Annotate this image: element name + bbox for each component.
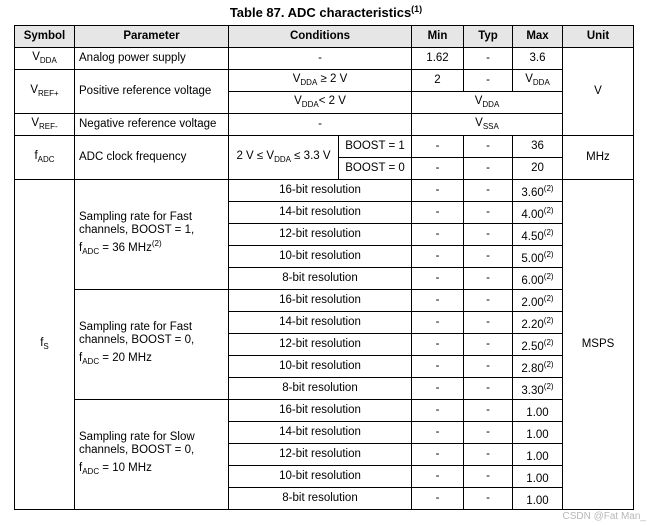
max-cell: 1.00 (513, 400, 563, 422)
conditions-cell: 14-bit resolution (229, 202, 412, 224)
table-row-vdda (15, 48, 634, 70)
parameter-cell: Sampling rate for Slow channels, BOOST = 0, $f_{ADC} = 10$ MHz (75, 400, 229, 510)
max-cell: $V_{DDA}$ (513, 70, 563, 92)
symbol-cell: $V_{REF+}$ (15, 70, 75, 114)
typ-cell: - (464, 378, 513, 400)
conditions-cell: 14-bit resolution (229, 312, 412, 334)
header-parameter: Parameter (75, 26, 229, 48)
conditions-cell: $V_{DDA} \ge 2$ V (229, 70, 412, 92)
table-row-vrefp-1 (15, 70, 634, 92)
max-cell: 2.20$^{(2)}$ (513, 312, 563, 334)
parameter-cell: Sampling rate for Fast channels, BOOST = 0, $f_{ADC} = 20$ MHz (75, 290, 229, 400)
conditions-cell: 10-bit resolution (229, 246, 412, 268)
table-title-text: Table 87. ADC characteristics (229, 5, 412, 20)
min-cell: - (412, 246, 464, 268)
max-cell: 1.00 (513, 488, 563, 510)
typ-cell: - (464, 70, 513, 92)
typ-cell: - (464, 246, 513, 268)
typ-cell: - (464, 444, 513, 466)
min-cell: - (412, 356, 464, 378)
symbol-cell: $V_{DDA}$ (15, 48, 75, 70)
min-cell: - (412, 334, 464, 356)
value-cell: $V_{SSA}$ (412, 114, 563, 136)
max-cell: 1.00 (513, 444, 563, 466)
parameter-cell: Negative reference voltage (75, 114, 229, 136)
max-cell: 3.30$^{(2)}$ (513, 378, 563, 400)
symbol-cell: $f_S$ (15, 180, 75, 510)
typ-cell: - (464, 356, 513, 378)
header-typ: Typ (464, 26, 513, 48)
unit-cell-v: V (563, 48, 634, 136)
conditions-cell: 10-bit resolution (229, 466, 412, 488)
max-cell: 2.00$^{(2)}$ (513, 290, 563, 312)
max-cell: 2.80$^{(2)}$ (513, 356, 563, 378)
max-cell: 5.00$^{(2)}$ (513, 246, 563, 268)
max-cell: 3.6 (513, 48, 563, 70)
min-cell: - (412, 444, 464, 466)
min-cell: - (412, 136, 464, 158)
min-cell: - (412, 224, 464, 246)
table-row (15, 180, 634, 202)
typ-cell: - (464, 268, 513, 290)
header-min: Min (412, 26, 464, 48)
min-cell: - (412, 312, 464, 334)
table-title-note: (1) (411, 4, 423, 14)
conditions-cell: 8-bit resolution (229, 378, 412, 400)
min-cell: - (412, 466, 464, 488)
conditions-cell: - (229, 48, 412, 70)
conditions-cell: 8-bit resolution (229, 488, 412, 510)
conditions-cell: 12-bit resolution (229, 334, 412, 356)
conditions-cell: - (229, 114, 412, 136)
min-cell: 1.62 (412, 48, 464, 70)
header-symbol: Symbol (15, 26, 75, 48)
conditions-cell: 14-bit resolution (229, 422, 412, 444)
conditions-cell: 8-bit resolution (229, 268, 412, 290)
max-cell: 1.00 (513, 422, 563, 444)
boost-cell: BOOST = 0 (339, 158, 412, 180)
min-cell: 2 (412, 70, 464, 92)
parameter-cell: Positive reference voltage (75, 70, 229, 114)
symbol-cell: $V_{REF-}$ (15, 114, 75, 136)
min-cell: - (412, 290, 464, 312)
parameter-cell: Analog power supply (75, 48, 229, 70)
max-cell: 36 (513, 136, 563, 158)
max-cell: 4.50$^{(2)}$ (513, 224, 563, 246)
typ-cell: - (464, 158, 513, 180)
table-row-vrefm (15, 114, 634, 136)
typ-cell: - (464, 224, 513, 246)
max-cell: 2.50$^{(2)}$ (513, 334, 563, 356)
typ-cell: - (464, 290, 513, 312)
max-cell: 20 (513, 158, 563, 180)
typ-cell: - (464, 466, 513, 488)
parameter-cell: ADC clock frequency (75, 136, 229, 180)
conditions-cell: $V_{DDA}< 2$ V (229, 92, 412, 114)
conditions-cell: 16-bit resolution (229, 290, 412, 312)
typ-cell: - (464, 202, 513, 224)
typ-cell: - (464, 136, 513, 158)
typ-cell: - (464, 334, 513, 356)
typ-cell: - (464, 422, 513, 444)
min-cell: - (412, 180, 464, 202)
typ-cell: - (464, 400, 513, 422)
sampling-rate-rows (15, 180, 634, 510)
min-cell: - (412, 268, 464, 290)
typ-cell: - (464, 488, 513, 510)
conditions-cell: 16-bit resolution (229, 180, 412, 202)
header-max: Max (513, 26, 563, 48)
header-unit: Unit (563, 26, 634, 48)
conditions-cell: 10-bit resolution (229, 356, 412, 378)
typ-cell: - (464, 48, 513, 70)
unit-cell-msps: MSPS (563, 180, 634, 510)
conditions-cell: 12-bit resolution (229, 444, 412, 466)
max-cell: 4.00$^{(2)}$ (513, 202, 563, 224)
table-row-fadc-1 (15, 136, 634, 158)
typ-cell: - (464, 180, 513, 202)
value-cell: $V_{DDA}$ (412, 92, 563, 114)
parameter-cell: Sampling rate for Fast channels, BOOST = 1, $f_{ADC} = 36$ MHz$^{(2)}$ (75, 180, 229, 290)
min-cell: - (412, 378, 464, 400)
unit-cell-mhz: MHz (563, 136, 634, 180)
adc-characteristics-table (14, 25, 634, 510)
min-cell: - (412, 158, 464, 180)
max-cell: 1.00 (513, 466, 563, 488)
header-row (15, 26, 634, 48)
table-row (15, 290, 634, 312)
table-title (0, 4, 652, 20)
watermark: CSDN @Fat Man_ (562, 511, 646, 522)
typ-cell: - (464, 312, 513, 334)
conditions-cell: 2 $V \le V_{DDA} \le 3.3$ V (229, 136, 339, 180)
conditions-cell: 12-bit resolution (229, 224, 412, 246)
table-row (15, 400, 634, 422)
conditions-cell: 16-bit resolution (229, 400, 412, 422)
max-cell: 6.00$^{(2)}$ (513, 268, 563, 290)
min-cell: - (412, 202, 464, 224)
min-cell: - (412, 400, 464, 422)
symbol-cell: $f_{ADC}$ (15, 136, 75, 180)
min-cell: - (412, 422, 464, 444)
boost-cell: BOOST = 1 (339, 136, 412, 158)
min-cell: - (412, 488, 464, 510)
header-conditions: Conditions (229, 26, 412, 48)
max-cell: 3.60$^{(2)}$ (513, 180, 563, 202)
